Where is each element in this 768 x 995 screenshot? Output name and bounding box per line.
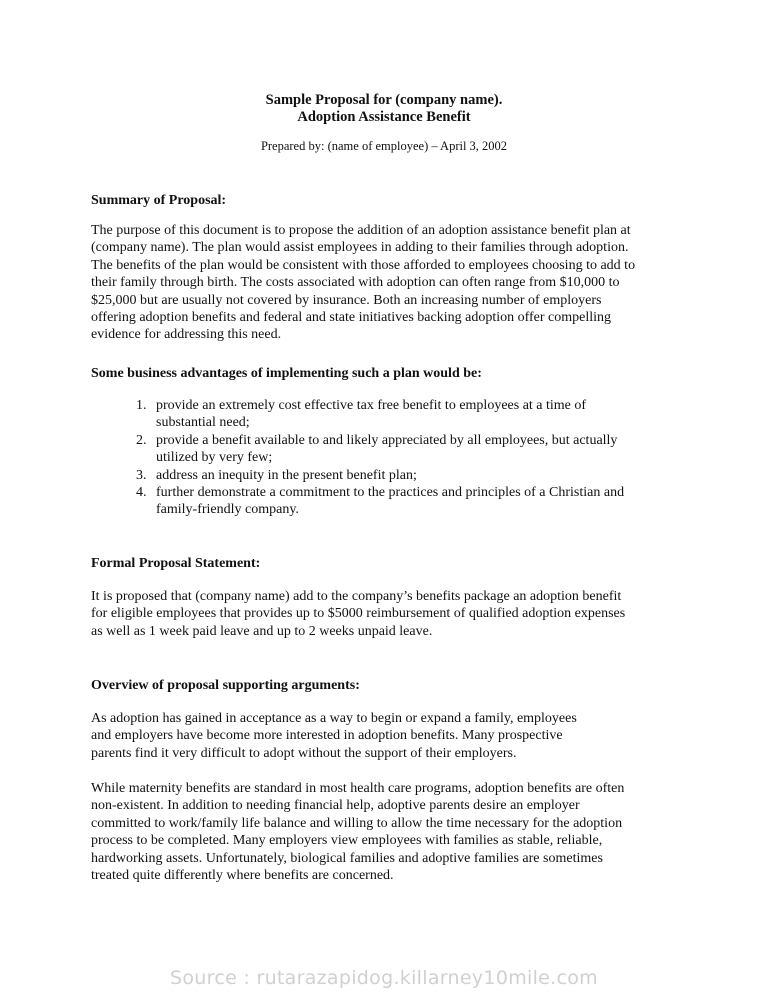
- list-number: 1.: [136, 398, 147, 413]
- formal-line: for eligible employees that provides up to $5000 reimbursement of qualified adoption expenses: [91, 606, 626, 622]
- list-item-line: further demonstrate a commitment to the practices and principles of a Christian and: [156, 485, 625, 501]
- formal-heading: Formal Proposal Statement:: [91, 556, 261, 571]
- summary-line: (company name). The plan would assist employees in adding to their families through adoption.: [91, 240, 629, 256]
- overview-line: While maternity benefits are standard in most health care programs, adoption benefits are often: [91, 781, 625, 796]
- advantages-heading: Some business advantages of implementing such a plan would be:: [91, 366, 482, 381]
- summary-heading: Summary of Proposal:: [91, 193, 227, 208]
- summary-line: The benefits of the plan would be consistent with those afforded to employees choosing to add to: [91, 257, 636, 273]
- formal-line: as well as 1 week paid leave and up to 2 weeks unpaid leave.: [91, 623, 433, 639]
- overview-paragraph-1: [91, 710, 577, 762]
- overview-line: non-existent. In addition to needing financial help, adoptive parents desire an employer: [91, 798, 580, 814]
- overview-line: committed to work/family life balance and willing to allow the time necessary for the adoption: [91, 815, 623, 831]
- formal-paragraph: [91, 588, 625, 640]
- summary-line: $25,000 but are usually not covered by insurance. Both an increasing number of employers: [91, 292, 602, 308]
- source-watermark: Source : rutarazapidog.killarney10mile.com: [170, 967, 598, 989]
- list-item-line: address an inequity in the present benefit plan;: [156, 467, 417, 483]
- list-item-line: utilized by very few;: [156, 450, 273, 466]
- list-item: [136, 484, 624, 519]
- overview-line: process to be completed. Many employers view employees with families as stable, reliable,: [91, 833, 603, 849]
- overview-line: treated quite differently where benefits are concerned.: [91, 868, 394, 884]
- list-item-line: provide a benefit available to and likely appreciated by all employees, but actually: [156, 432, 618, 448]
- overview-paragraph-2: [91, 780, 624, 884]
- list-number: 4.: [136, 485, 147, 501]
- prepared-by: Prepared by: (name of employee) – April 3, 2002: [260, 139, 508, 153]
- summary-line: The purpose of this document is to propose the addition of an adoption assistance benefit plan at: [91, 223, 631, 238]
- list-item-line: substantial need;: [156, 415, 250, 431]
- document-title-line1: Sample Proposal for (company name).: [265, 92, 503, 108]
- summary-line: their family through birth. The costs associated with adoption can often range from $10,000 to: [91, 275, 620, 291]
- summary-line: evidence for addressing this need.: [91, 327, 282, 343]
- overview-line: and employers have become more interested in adoption benefits. Many prospective: [91, 728, 563, 744]
- list-item-line: family-friendly company.: [156, 502, 299, 518]
- list-item: [136, 467, 624, 484]
- formal-line: It is proposed that (company name) add to the company’s benefits package an adoption benefit: [91, 589, 622, 604]
- overview-heading: Overview of proposal supporting arguments:: [91, 678, 360, 693]
- summary-line: offering adoption benefits and federal and state initiatives backing adoption offer compelling: [91, 310, 612, 326]
- list-item: [136, 397, 624, 432]
- advantages-list: [136, 397, 624, 519]
- overview-line: As adoption has gained in acceptance as a way to begin or expand a family, employees: [91, 711, 577, 726]
- document-title-line2: Adoption Assistance Benefit: [297, 109, 471, 125]
- list-item: [136, 432, 624, 467]
- overview-line: hardworking assets. Unfortunately, biological families and adoptive families are sometimes: [91, 850, 603, 866]
- summary-paragraph: [91, 222, 635, 344]
- list-number: 2.: [136, 432, 147, 448]
- list-item-line: provide an extremely cost effective tax free benefit to employees at a time of: [156, 398, 587, 413]
- list-number: 3.: [136, 467, 147, 483]
- overview-line: parents find it very difficult to adopt without the support of their employers.: [91, 745, 517, 761]
